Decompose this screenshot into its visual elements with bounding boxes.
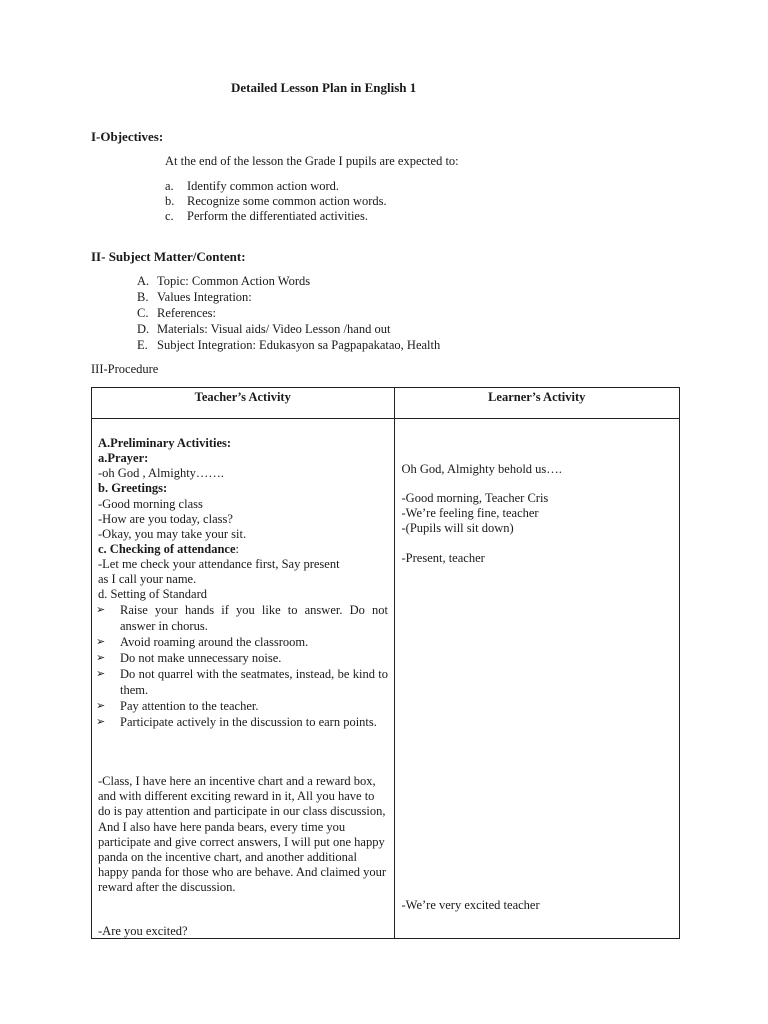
teacher-excited-question: -Are you excited? bbox=[98, 924, 188, 938]
subject-text: Topic: Common Action Words bbox=[157, 274, 311, 288]
standard-heading: d. Setting of Standard bbox=[98, 587, 208, 601]
page-title: Detailed Lesson Plan in English 1 bbox=[231, 80, 417, 95]
standard-item bbox=[96, 714, 388, 730]
standard-item bbox=[96, 650, 388, 666]
objective-text: Perform the differentiated activities. bbox=[187, 209, 368, 223]
subject-text: References: bbox=[157, 306, 216, 320]
arrowhead-bullet-icon: ➢ bbox=[96, 716, 106, 728]
standard-item bbox=[96, 698, 388, 714]
learner-activity-cell bbox=[394, 419, 680, 939]
teacher-activity-cell bbox=[92, 419, 395, 939]
objective-label: c. bbox=[165, 209, 174, 223]
procedure-table bbox=[91, 387, 680, 939]
subject-item bbox=[137, 290, 252, 305]
arrowhead-bullet-icon: ➢ bbox=[96, 652, 106, 664]
teacher-activity-header: Teacher’s Activity bbox=[194, 390, 291, 404]
standard-text: Do not quarrel with the seatmates, instead, be kind to them. bbox=[120, 667, 388, 697]
attendance-heading-text: c. Checking of attendance bbox=[98, 542, 236, 556]
standard-text: Do not make unnecessary noise. bbox=[120, 651, 282, 665]
arrowhead-bullet-icon: ➢ bbox=[96, 604, 106, 616]
subject-label: A. bbox=[137, 274, 150, 288]
subject-label: D. bbox=[137, 322, 150, 336]
greetings-heading: b. Greetings: bbox=[98, 481, 168, 495]
arrowhead-bullet-icon: ➢ bbox=[96, 700, 106, 712]
attendance-heading bbox=[98, 542, 239, 557]
standard-item bbox=[96, 602, 388, 634]
teacher-attendance-2: as I call your name. bbox=[98, 572, 197, 586]
objective-label: a. bbox=[165, 179, 174, 193]
subject-label: C. bbox=[137, 306, 149, 320]
arrowhead-bullet-icon: ➢ bbox=[96, 668, 106, 680]
subject-text: Values Integration: bbox=[157, 290, 252, 304]
arrowhead-bullet-icon: ➢ bbox=[96, 636, 106, 648]
subject-label: E. bbox=[137, 338, 148, 352]
teacher-prayer: -oh God , Almighty……. bbox=[98, 466, 225, 480]
teacher-greeting-3: -Okay, you may take your sit. bbox=[98, 527, 247, 541]
teacher-header-cell bbox=[92, 388, 395, 419]
procedure-heading: III-Procedure bbox=[91, 362, 159, 376]
prayer-heading: a.Prayer: bbox=[98, 451, 149, 465]
objectives-intro: At the end of the lesson the Grade I pupils are expected to: bbox=[165, 154, 459, 168]
subject-text: Materials: Visual aids/ Video Lesson /hand out bbox=[157, 322, 391, 336]
learner-prayer: Oh God, Almighty behold us…. bbox=[401, 462, 562, 476]
table-row bbox=[92, 419, 680, 939]
standard-text: Raise your hands if you like to answer. Do not answer in chorus. bbox=[120, 603, 388, 633]
subject-item bbox=[137, 306, 216, 321]
objectives-heading: I-Objectives: bbox=[91, 129, 164, 144]
learner-greeting-3: -(Pupils will sit down) bbox=[401, 521, 514, 535]
objective-item bbox=[165, 209, 368, 224]
subject-text: Subject Integration: Edukasyon sa Pagpapakatao, Health bbox=[157, 338, 441, 352]
learner-attendance: -Present, teacher bbox=[401, 551, 485, 565]
standard-item bbox=[96, 634, 388, 650]
objective-item bbox=[165, 179, 339, 194]
learner-greeting-1: -Good morning, Teacher Cris bbox=[401, 491, 549, 505]
teacher-greeting-2: -How are you today, class? bbox=[98, 512, 233, 526]
table-header-row bbox=[92, 388, 680, 419]
teacher-greeting-1: -Good morning class bbox=[98, 497, 203, 511]
preliminary-heading: A.Preliminary Activities: bbox=[98, 436, 232, 450]
objective-label: b. bbox=[165, 194, 175, 208]
standard-text: Participate actively in the discussion to earn points. bbox=[120, 715, 377, 729]
teacher-attendance-1: -Let me check your attendance first, Say present bbox=[98, 557, 340, 571]
incentive-paragraph: -Class, I have here an incentive chart and a reward box, and with different exciting reward in it, All you have to do is pay attention and participate in our class discussion, And I also have here panda bears, every time you participate and give correct answers, I will put one happy panda on the incentive chart, and another additional happy panda for those who are behave. And claimed your reward after the discussion. bbox=[98, 774, 387, 895]
learner-greeting-2: -We’re feeling fine, teacher bbox=[401, 506, 539, 520]
learner-activity-header: Learner’s Activity bbox=[488, 390, 586, 404]
attendance-heading-colon: : bbox=[235, 542, 239, 556]
subject-item bbox=[137, 338, 440, 353]
objective-item bbox=[165, 194, 387, 209]
objective-text: Identify common action word. bbox=[187, 179, 340, 193]
objective-text: Recognize some common action words. bbox=[187, 194, 387, 208]
learner-header-cell bbox=[394, 388, 680, 419]
standard-text: Pay attention to the teacher. bbox=[120, 699, 259, 713]
subject-matter-heading: II- Subject Matter/Content: bbox=[91, 249, 246, 264]
subject-item bbox=[137, 322, 390, 337]
subject-item bbox=[137, 274, 310, 289]
standard-text: Avoid roaming around the classroom. bbox=[120, 635, 309, 649]
learner-excited-response: -We’re very excited teacher bbox=[401, 898, 540, 912]
standard-item bbox=[96, 666, 388, 698]
subject-label: B. bbox=[137, 290, 149, 304]
